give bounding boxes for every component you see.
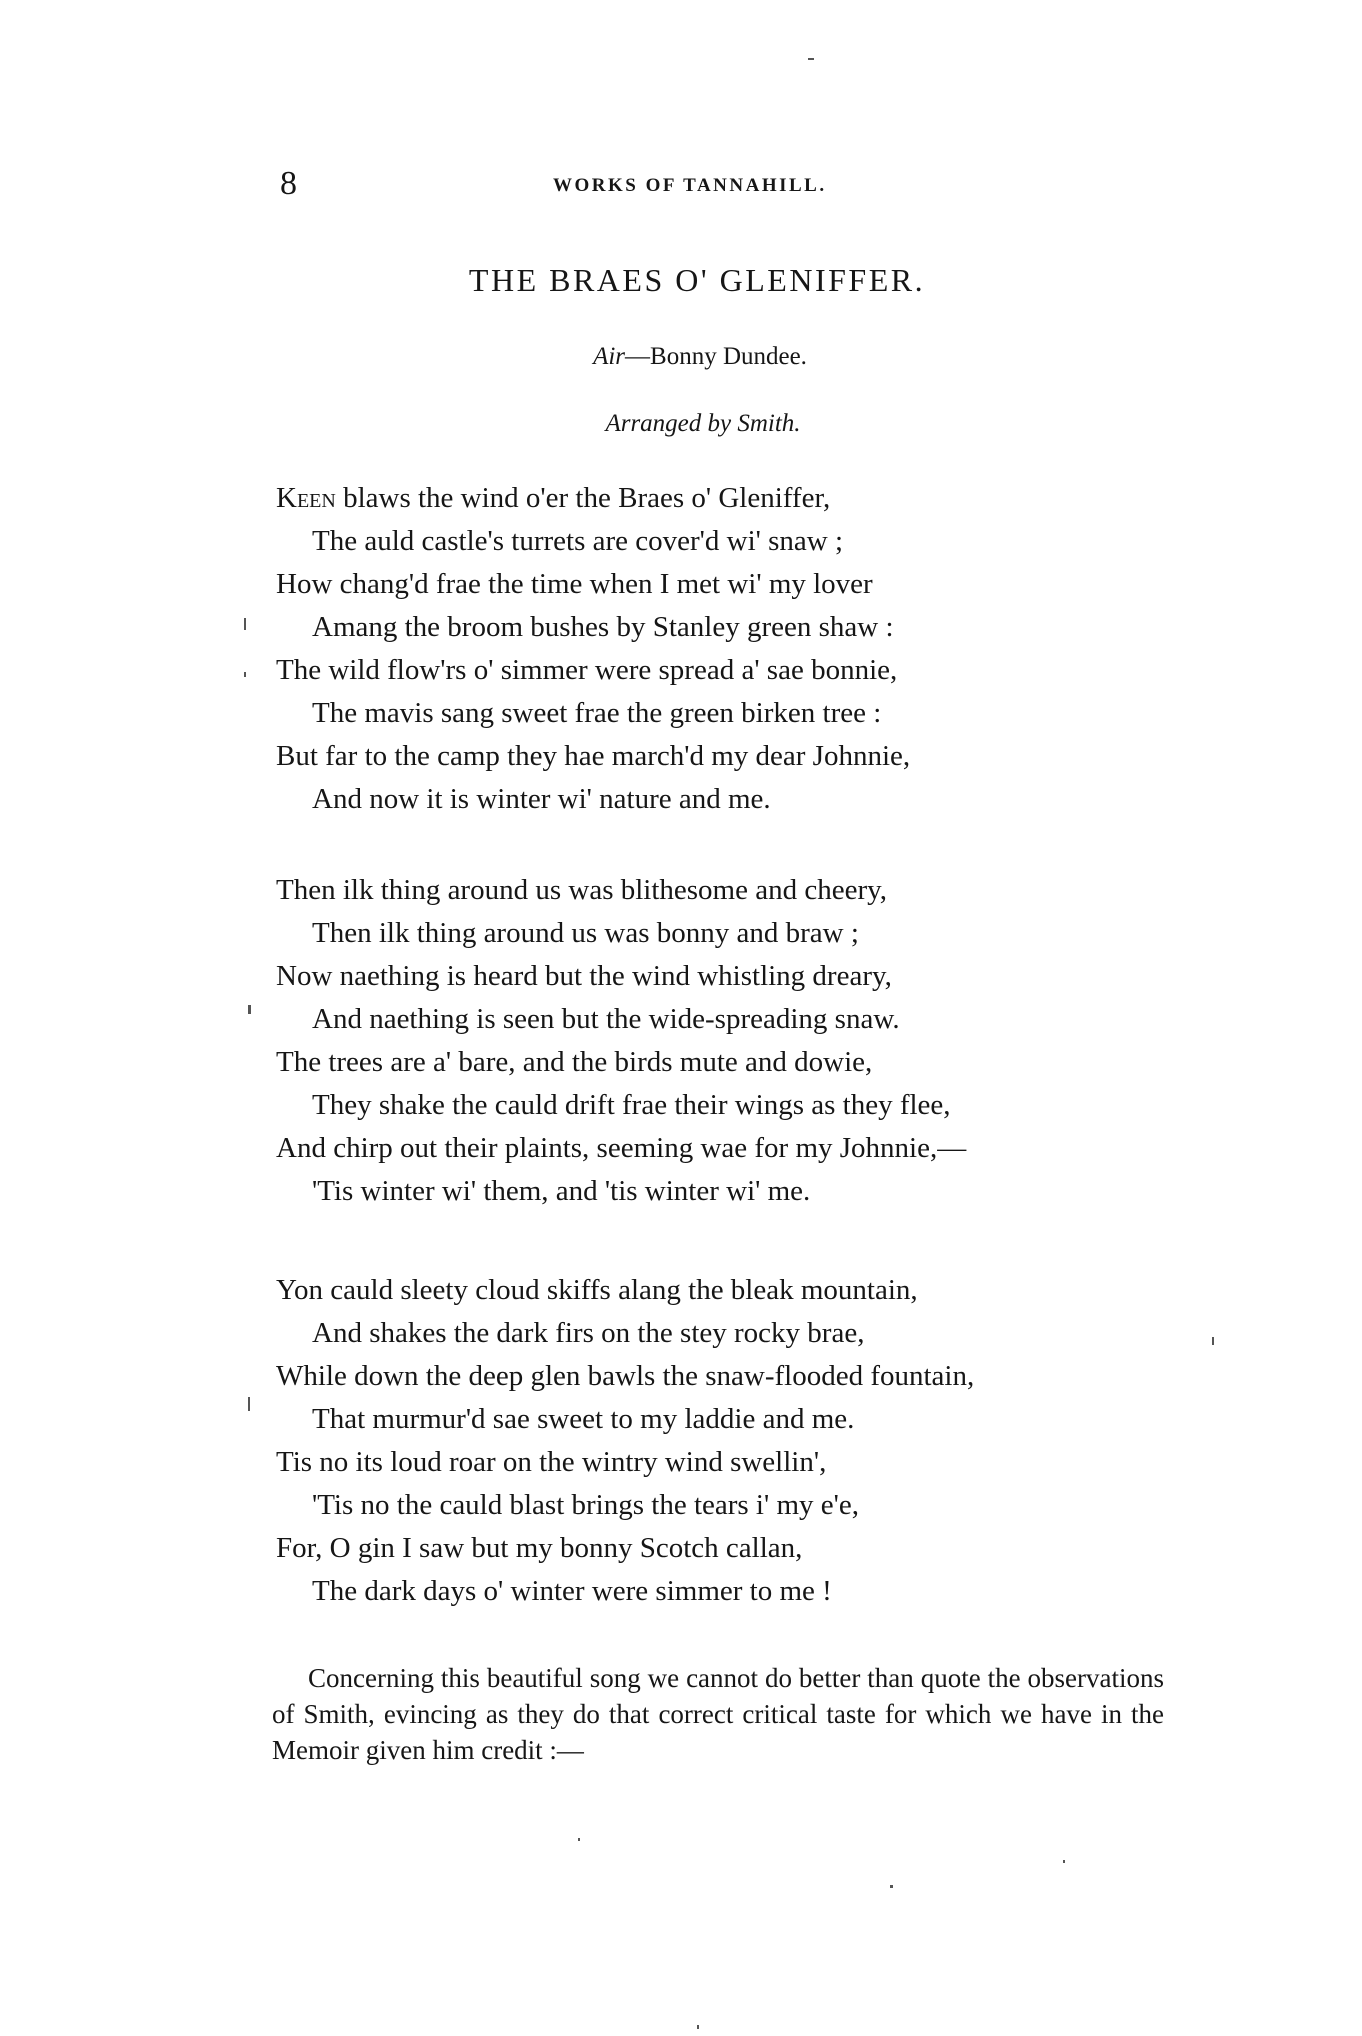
drop-word: Keen — [276, 482, 336, 514]
verse-line: But far to the camp they hae march'd my dear Johnnie, — [276, 740, 911, 772]
air-tune: —Bonny Dundee. — [625, 343, 807, 370]
verse-line: And now it is winter wi' nature and me. — [312, 783, 771, 815]
verse-line: That murmur'd sae sweet to my laddie and me. — [312, 1403, 855, 1435]
arranged-by: Arranged by Smith. — [605, 410, 801, 437]
verse-line: Then ilk thing around us was blithesome and cheery, — [276, 874, 887, 906]
page-number: 8 — [280, 165, 297, 202]
verse-line: The dark days o' winter were simmer to me ! — [312, 1575, 832, 1607]
verse-line: And naething is seen but the wide-spreading snaw. — [312, 1003, 900, 1035]
verse-line: And chirp out their plaints, seeming wae for my Johnnie,— — [276, 1132, 967, 1164]
verse-line: How chang'd frae the time when I met wi' my lover — [276, 568, 873, 600]
verse-line: The wild flow'rs o' simmer were spread a' sae bonnie, — [276, 654, 898, 686]
verse-line: 'Tis no the cauld blast brings the tears i' my e'e, — [312, 1489, 859, 1521]
commentary-paragraph — [272, 1660, 1164, 1768]
air-line — [0, 343, 1362, 371]
stanza-3 — [276, 1269, 1176, 1613]
running-head: WORKS OF TANNAHILL. — [553, 175, 827, 196]
song-title: THE BRAES O' GLENIFFER. — [468, 262, 926, 298]
stanza-1 — [276, 477, 1176, 821]
verse-line: The mavis sang sweet frae the green birken tree : — [312, 697, 882, 729]
commentary-text: Concerning this beautiful song we cannot do better than quote the observations of Smith, evincing as they do that correct critical taste for which we have in the Memoir given him credit :— — [272, 1663, 1164, 1765]
verse-line: While down the deep glen bawls the snaw-flooded fountain, — [276, 1360, 975, 1392]
verse-line: Now naething is heard but the wind whistling dreary, — [276, 960, 892, 992]
verse-line: The trees are a' bare, and the birds mute and dowie, — [276, 1046, 873, 1078]
verse-line: Amang the broom bushes by Stanley green shaw : — [312, 611, 894, 643]
verse-line: For, O gin I saw but my bonny Scotch callan, — [276, 1532, 803, 1564]
verse-line: 'Tis winter wi' them, and 'tis winter wi' me. — [312, 1175, 811, 1207]
air-label: Air — [593, 343, 626, 370]
verse-line: And shakes the dark firs on the stey rocky brae, — [312, 1317, 865, 1349]
verse-line: Yon cauld sleety cloud skiffs alang the bleak mountain, — [276, 1274, 918, 1306]
verse-line: They shake the cauld drift frae their wings as they flee, — [312, 1089, 951, 1121]
verse-line: The auld castle's turrets are cover'd wi' snaw ; — [312, 525, 844, 557]
page-header — [276, 165, 916, 205]
stanza-2 — [276, 869, 1176, 1213]
verse-line: Then ilk thing around us was bonny and braw ; — [312, 917, 859, 949]
verse-line: Tis no its loud roar on the wintry wind swellin', — [276, 1446, 827, 1478]
verse-line: Keen blaws the wind o'er the Braes o' Gleniffer, — [276, 482, 831, 514]
